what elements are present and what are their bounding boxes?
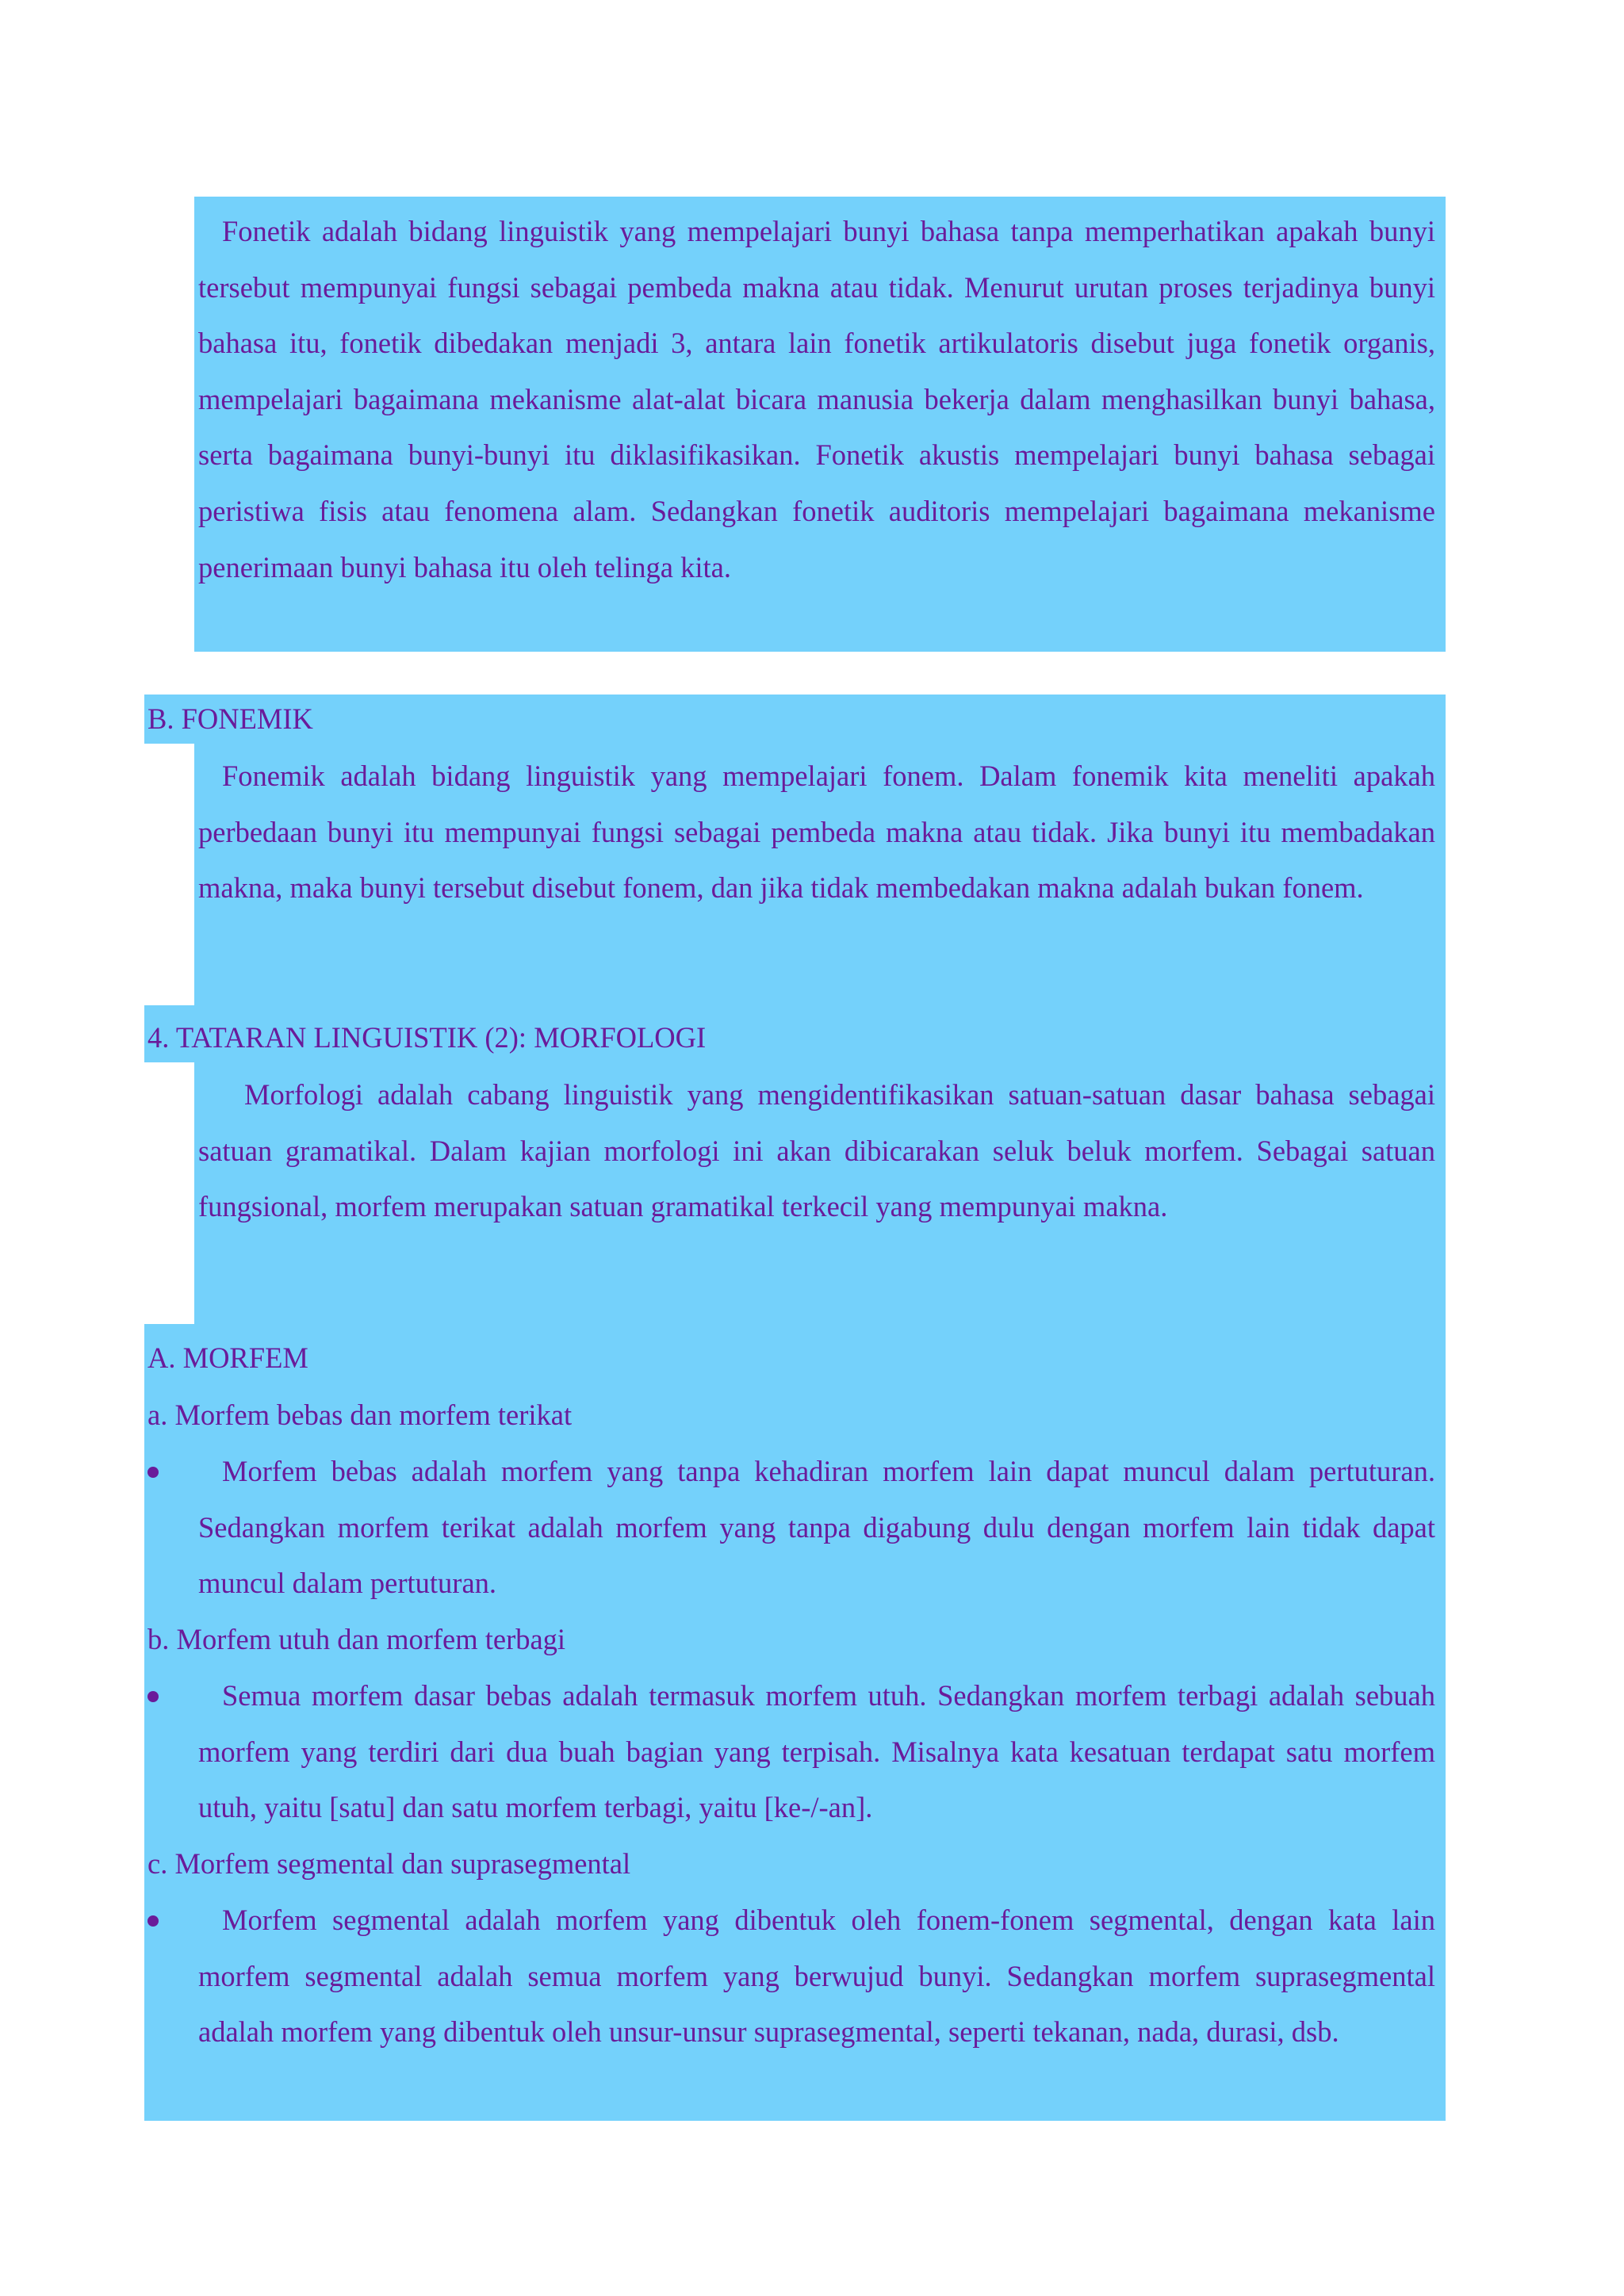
fonemik-paragraph: Fonemik adalah bidang linguistik yang mempelajari fonem. Dalam fonemik kita meneliti apakah perbedaan bunyi itu mempunyai fungsi sebagai pembeda makna atau tidak. Jika bunyi itu membadakan makna, maka bunyi tersebut disebut fonem, dan jika tidak membedakan makna adalah bukan fonem. — [198, 760, 1435, 905]
subheading-morfem-bebas-terikat: a. Morfem bebas dan morfem terikat — [147, 1399, 573, 1431]
bullet-icon — [147, 1467, 159, 1478]
heading-fonemik: B. FONEMIK — [147, 702, 313, 735]
bullet-icon — [147, 1915, 159, 1927]
subheading-morfem-utuh-terbagi: b. Morfem utuh dan morfem terbagi — [147, 1623, 566, 1655]
heading-morfologi: 4. TATARAN LINGUISTIK (2): MORFOLOGI — [147, 1021, 707, 1054]
morfem-segmental-paragraph: Morfem segmental adalah morfem yang dibentuk oleh fonem-fonem segmental, dengan kata lain morfem segmental adalah semua morfem yang berwujud bunyi. Sedangkan morfem suprasegmental adalah morfem yang dibentuk oleh unsur-unsur suprasegmental, seperti tekanan, nada, durasi, dsb. — [198, 1904, 1435, 2049]
bullet-icon — [147, 1691, 159, 1702]
morfem-bebas-terikat-paragraph: Morfem bebas adalah morfem yang tanpa kehadiran morfem lain dapat muncul dalam pertuturan. Sedangkan morfem terikat adalah morfem yang tanpa digabung dulu dengan morfem lain tidak dapat muncul dalam pertuturan. — [198, 1455, 1435, 1600]
morfem-utuh-terbagi-paragraph: Semua morfem dasar bebas adalah termasuk morfem utuh. Sedangkan morfem terbagi adalah sebuah morfem yang terdiri dari dua buah bagian yang terpisah. Misalnya kata kesatuan terdapat satu morfem utuh, yaitu [satu] dan satu morfem terbagi, yaitu [ke-/-an]. — [198, 1679, 1435, 1824]
morfologi-paragraph: Morfologi adalah cabang linguistik yang mengidentifikasikan satuan-satuan dasar bahasa sebagai satuan gramatikal. Dalam kajian morfologi ini akan dibicarakan seluk beluk morfem. Sebagai satuan fungsional, morfem merupakan satuan gramatikal terkecil yang mempunyai makna. — [198, 1078, 1435, 1223]
fonetik-paragraph: Fonetik adalah bidang linguistik yang mempelajari bunyi bahasa tanpa memperhatikan apakah bunyi tersebut mempunyai fungsi sebagai pembeda makna atau tidak. Menurut urutan proses terjadinya bunyi bahasa itu, fonetik dibedakan menjadi 3, antara lain fonetik artikulatoris disebut juga fonetik organis, mempelajari bagaimana mekanisme alat-alat bicara manusia bekerja dalam menghasilkan bunyi bahasa, serta bagaimana bunyi-bunyi itu diklasifikasikan. Fonetik akustis mempelajari bunyi bahasa sebagai peristiwa fisis atau fenomena alam. Sedangkan fonetik auditoris mempelajari bagaimana mekanisme penerimaan bunyi bahasa itu oleh telinga kita. — [198, 215, 1435, 584]
heading-morfem: A. MORFEM — [147, 1341, 308, 1374]
subheading-morfem-segmental: c. Morfem segmental dan suprasegmental — [147, 1847, 631, 1880]
